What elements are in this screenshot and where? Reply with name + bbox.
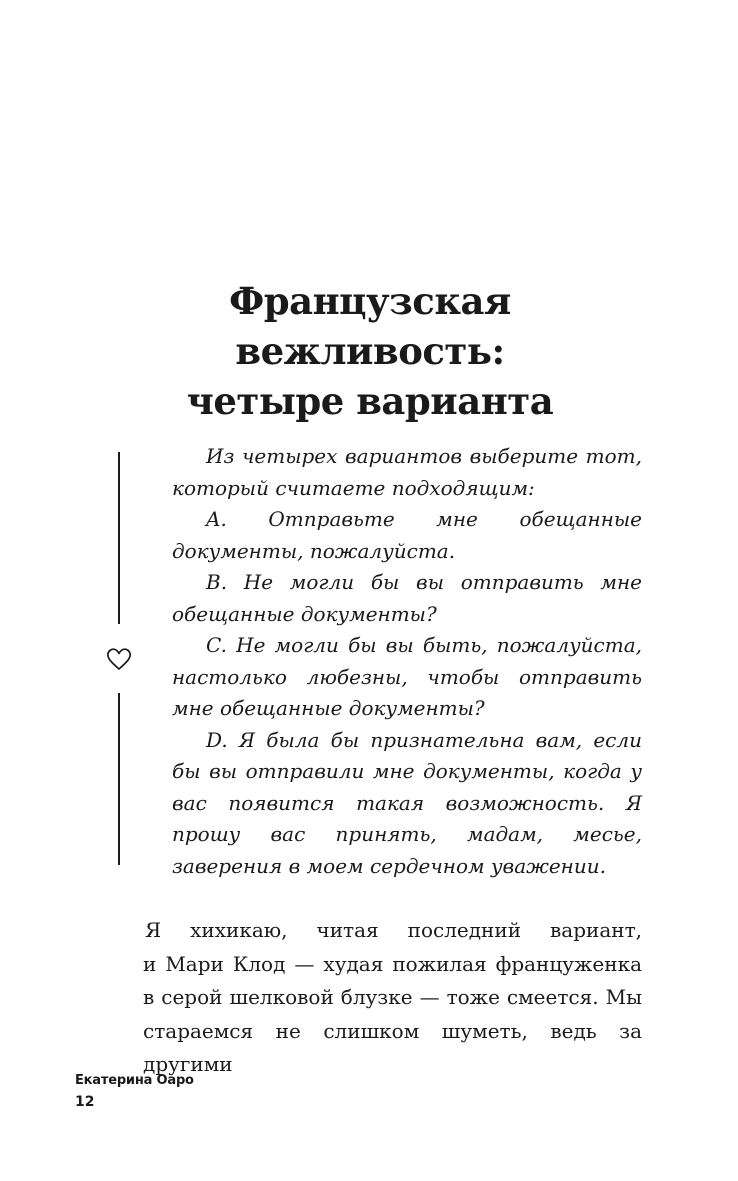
body-line-4: стараемся не слишком шуметь, ведь за другими <box>143 1018 642 1076</box>
chapter-title-line-1: Французская вежливость: <box>229 279 511 373</box>
quote-paragraph-intro: Из четырех вариантов выберите тот, который считаете подходящим: <box>172 444 642 500</box>
quote-option-a: A. Отправьте мне обещанные документы, пожалуйста. <box>172 507 642 563</box>
body-line-3: в серой шелковой блузке — тоже смеется. Мы <box>143 985 642 1009</box>
quote-option-d: D. Я была бы признательна вам, если бы вы отправили мне документы, когда у вас появится такая возможность. Я прошу вас принять, мадам, месье, заверения в моем сердечном уважении. <box>172 727 642 878</box>
quote-option-c: C. Не могли бы вы быть, пожалуйста, настолько любезны, чтобы отправить мне обещанные документы? <box>172 633 642 720</box>
footer-author: Екатерина Оаро <box>75 1073 194 1088</box>
page-number: 12 <box>75 1094 95 1110</box>
heart-icon <box>105 646 133 672</box>
decorative-line-top <box>118 452 120 624</box>
decorative-line-bottom <box>118 693 120 865</box>
body-paragraph <box>143 914 642 1082</box>
body-line-1: Я хихикаю, читая последний вариант, <box>145 918 642 942</box>
quote-option-b: B. Не могли бы вы отправить мне обещанные документы? <box>172 570 642 626</box>
chapter-title <box>90 276 650 426</box>
quote-block <box>172 441 642 882</box>
body-line-2: и Мари Клод — худая пожилая француженка <box>143 951 642 976</box>
chapter-title-line-2: четыре варианта <box>186 379 554 423</box>
